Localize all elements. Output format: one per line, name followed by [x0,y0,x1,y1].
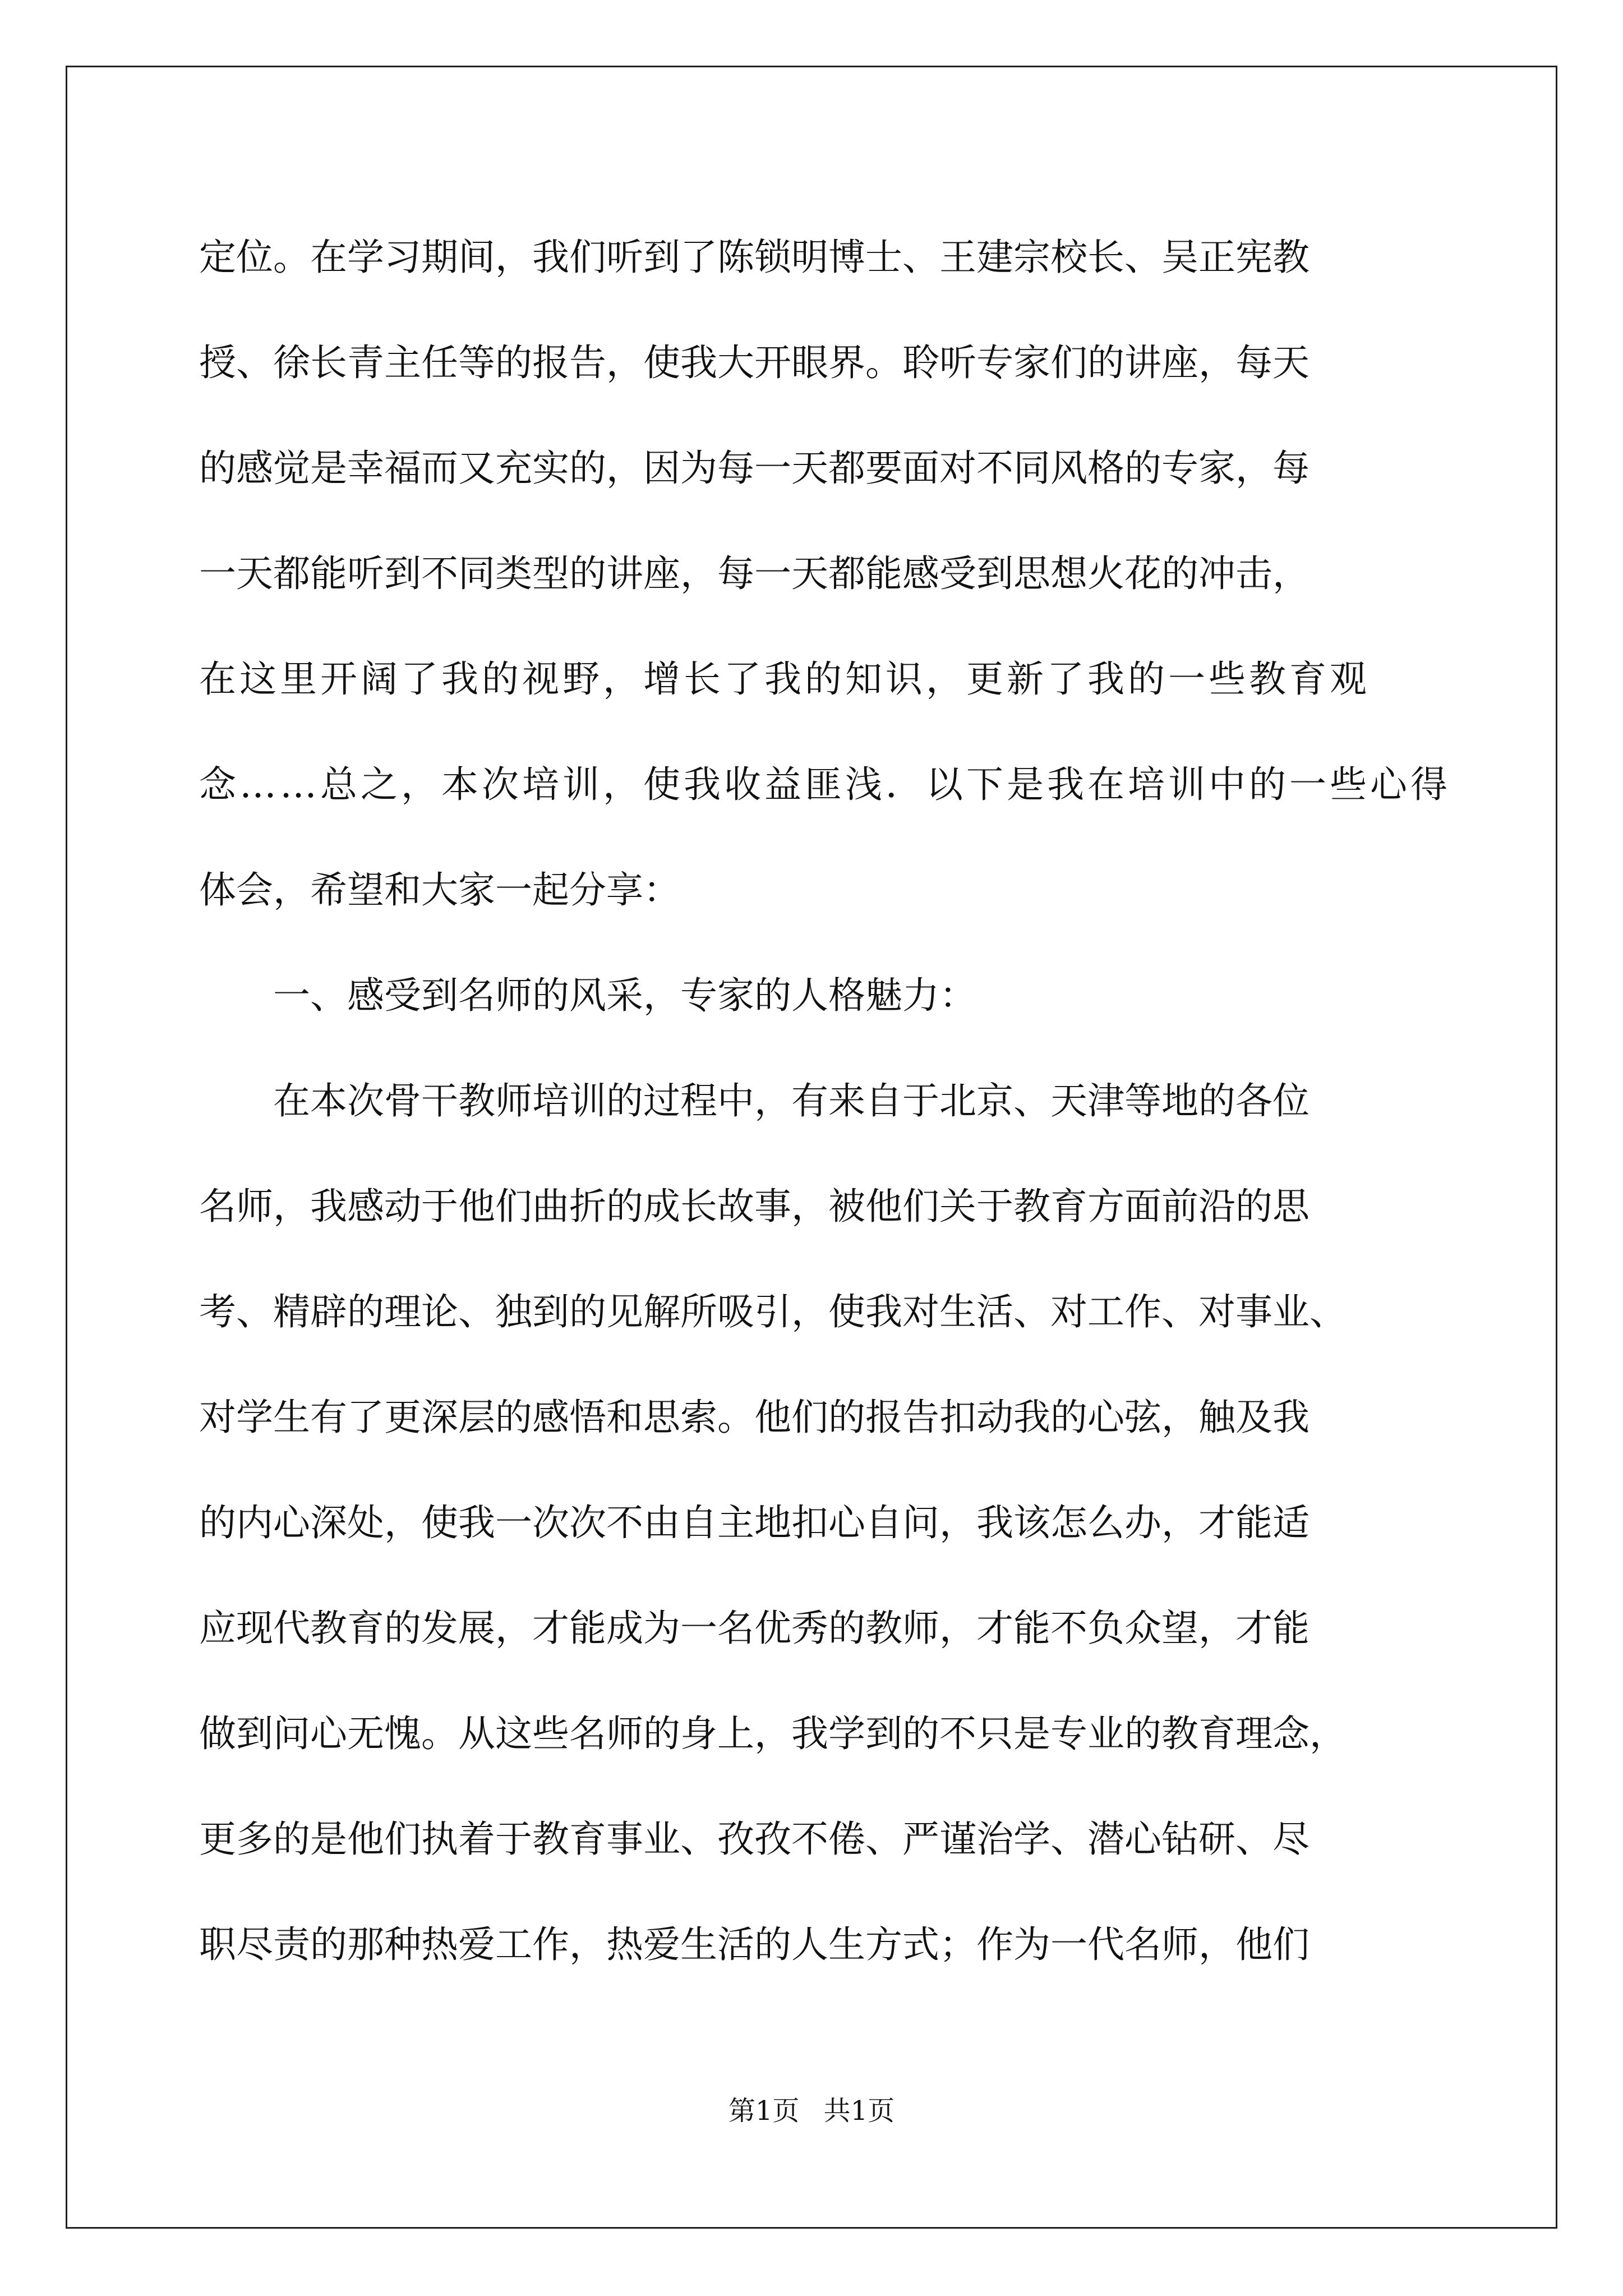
page-number: 第1页 [728,2095,800,2127]
text-line: 做到问心无愧。从这些名师的身上，我学到的不只是专业的教育理念， [199,1712,1347,1755]
text-line: 授、徐长青主任等的报告，使我大开眼界。聆听专家们的讲座，每天 [199,341,1310,384]
text-line: 对学生有了更深层的感悟和思索。他们的报告扣动我的心弦，触及我 [199,1396,1310,1439]
text-line: 念……总之，本次培训，使我收益匪浅．以下是我在培训中的一些心得 [199,763,1451,806]
text-line: 定位。在学习期间，我们听到了陈锁明博士、王建宗校长、吴正宪教 [199,236,1310,279]
page-total: 共1页 [823,2095,895,2127]
text-line: 一天都能听到不同类型的讲座，每一天都能感受到思想火花的冲击， [199,552,1310,595]
text-line: 应现代教育的发展，才能成为一名优秀的教师，才能不负众望，才能 [199,1607,1310,1650]
text-line: 的感觉是幸福而又充实的，因为每一天都要面对不同风格的专家，每 [199,447,1310,490]
page-footer [0,2094,1623,2128]
paragraph-start: 在本次骨干教师培训的过程中，有来自于北京、天津等地的各位 [273,1079,1310,1122]
text-line: 考、精辟的理论、独到的见解所吸引，使我对生活、对工作、对事业、 [199,1290,1347,1333]
text-line: 职尽责的那种热爱工作，热爱生活的人生方式；作为一代名师，他们 [199,1923,1310,1966]
section-heading: 一、感受到名师的风采，专家的人格魅力： [273,974,976,1017]
text-line: 名师，我感动于他们曲折的成长故事，被他们关于教育方面前沿的思 [199,1185,1310,1228]
document-body [199,205,1461,1998]
text-line: 的内心深处，使我一次次不由自主地扣心自问，我该怎么办，才能适 [199,1501,1310,1544]
text-line: 在这里开阔了我的视野，增长了我的知识，更新了我的一些教育观 [199,657,1370,701]
text-line: 更多的是他们执着于教育事业、孜孜不倦、严谨治学、潜心钻研、尽 [199,1818,1310,1861]
text-line: 体会，希望和大家一起分享： [199,868,680,912]
